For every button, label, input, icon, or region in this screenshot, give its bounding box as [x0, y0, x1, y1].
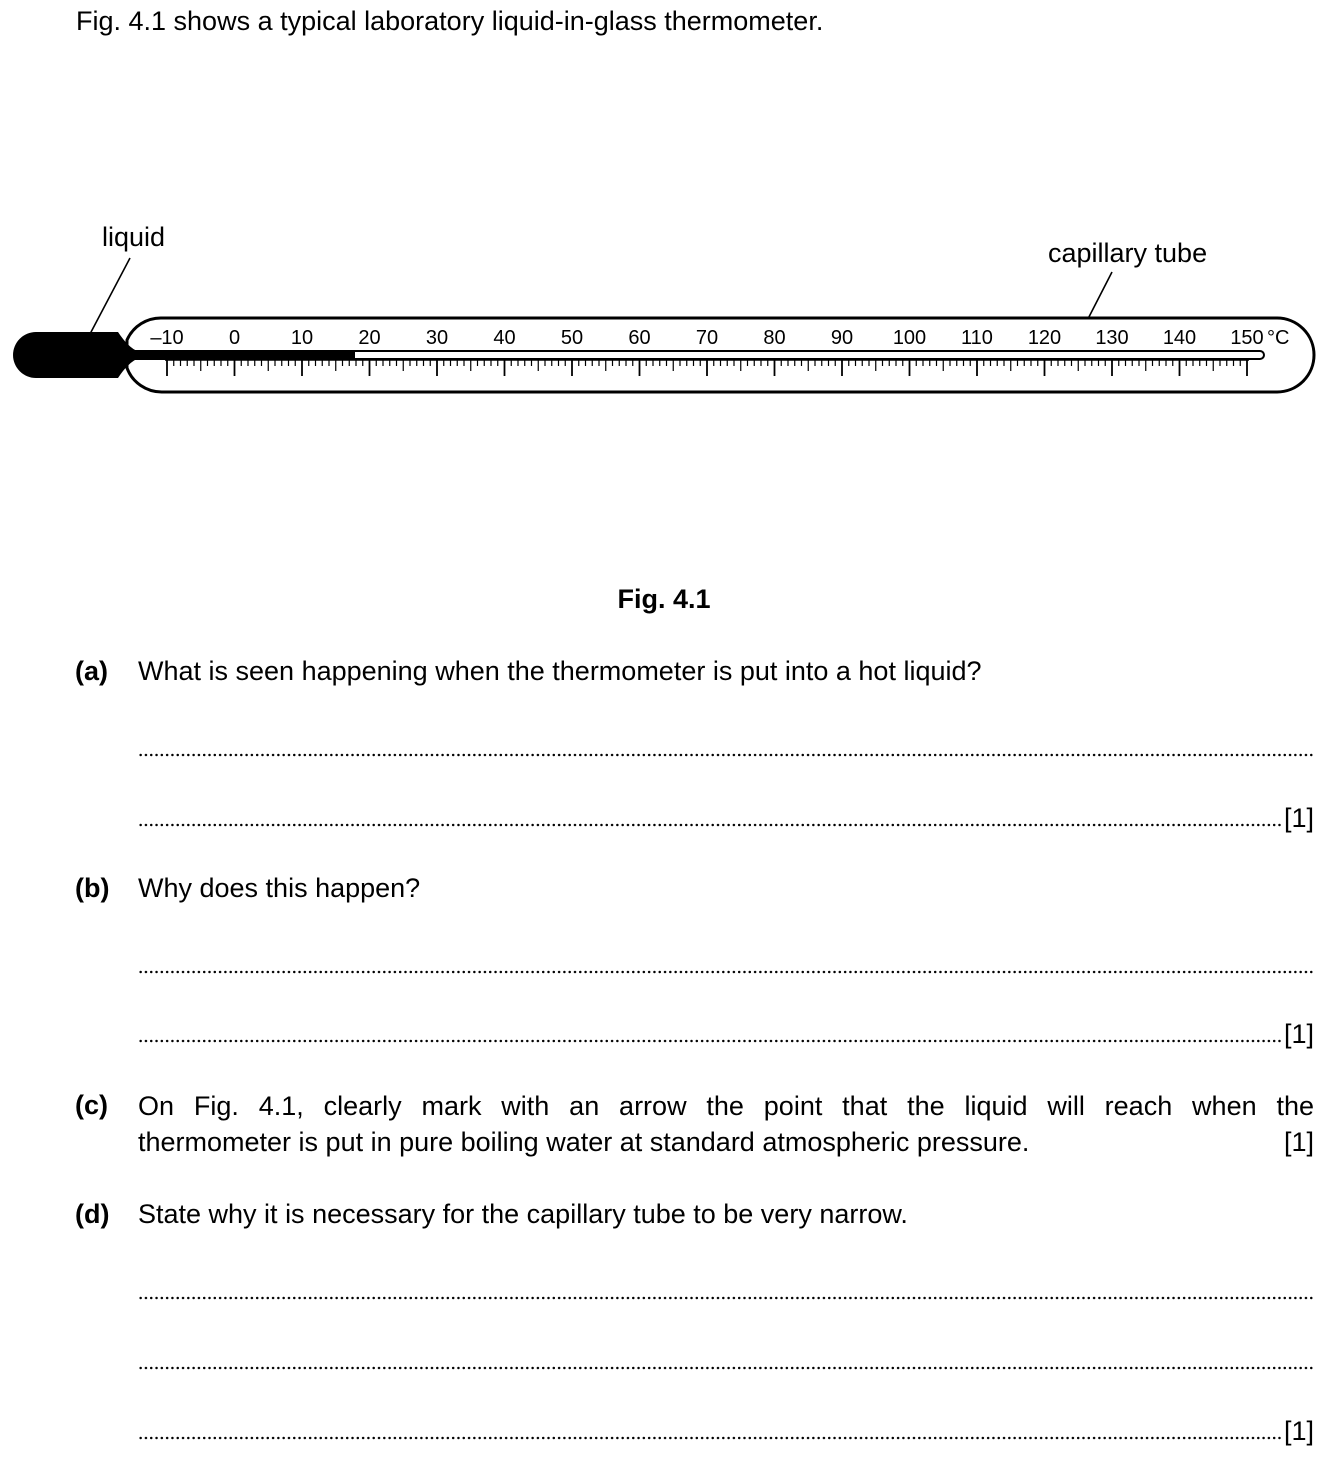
scale-label: 60: [628, 327, 651, 349]
scale-label: 50: [560, 327, 584, 349]
question-b-text: Why does this happen?: [138, 873, 421, 903]
question-a-mark: [1]: [1283, 803, 1314, 833]
question-d-letter: (d): [75, 1199, 110, 1229]
question-d-mark: [1]: [1283, 1416, 1314, 1446]
question-b-mark: [1]: [1283, 1019, 1314, 1049]
answer-line-d1[interactable]: [138, 1276, 1314, 1306]
scale-label: 90: [830, 327, 854, 349]
question-c-line2: thermometer is put in pure boiling water at standard atmospheric pressure.: [138, 1127, 1030, 1157]
answer-line-b1[interactable]: [138, 950, 1314, 980]
scale-label: 0: [228, 327, 241, 349]
question-d-text: State why it is necessary for the capillary tube to be very narrow.: [138, 1199, 908, 1229]
question-a-letter: (a): [75, 656, 108, 686]
question-c-mark: [1]: [1283, 1127, 1314, 1157]
liquid-column: [130, 352, 355, 358]
answer-line-b2[interactable]: [138, 1019, 1314, 1049]
question-c-letter: (c): [75, 1090, 108, 1120]
figure-caption: Fig. 4.1: [617, 584, 711, 614]
thermometer-figure: [0, 210, 1328, 410]
question-c-text: [138, 1088, 1314, 1160]
answer-line-d2[interactable]: [138, 1346, 1314, 1376]
scale-label: 120: [1027, 327, 1062, 349]
scale-label: 30: [425, 327, 449, 349]
scale-label: 10: [290, 327, 314, 349]
question-c-line1: On Fig. 4.1, clearly mark with an arrow the point that the liquid will reach when the: [138, 1091, 1314, 1121]
question-b-letter: (b): [75, 873, 110, 903]
scale-label: 80: [763, 327, 786, 349]
answer-line-a1[interactable]: [138, 733, 1314, 763]
question-a-text: What is seen happening when the thermometer is put into a hot liquid?: [138, 656, 982, 686]
scale-label: 100: [892, 327, 927, 349]
unit-label: °C: [1267, 327, 1290, 349]
answer-line-d3[interactable]: [138, 1416, 1314, 1446]
scale-label: –10: [150, 327, 184, 349]
scale-label: 40: [493, 327, 516, 349]
scale-label: 130: [1095, 327, 1129, 349]
liquid-bulb: [13, 332, 140, 378]
answer-line-a2[interactable]: [138, 803, 1314, 833]
intro-text: Fig. 4.1 shows a typical laboratory liquid-in-glass thermometer.: [76, 6, 824, 36]
scale-label: 150: [1230, 327, 1264, 349]
scale-label: 140: [1162, 327, 1197, 349]
scale-label: 70: [695, 327, 719, 349]
capillary-label: capillary tube: [1048, 238, 1208, 268]
scale-label: 110: [961, 327, 993, 349]
liquid-label: liquid: [102, 222, 166, 252]
liquid-leader-line: [90, 258, 130, 334]
scale-label: 20: [358, 327, 381, 349]
